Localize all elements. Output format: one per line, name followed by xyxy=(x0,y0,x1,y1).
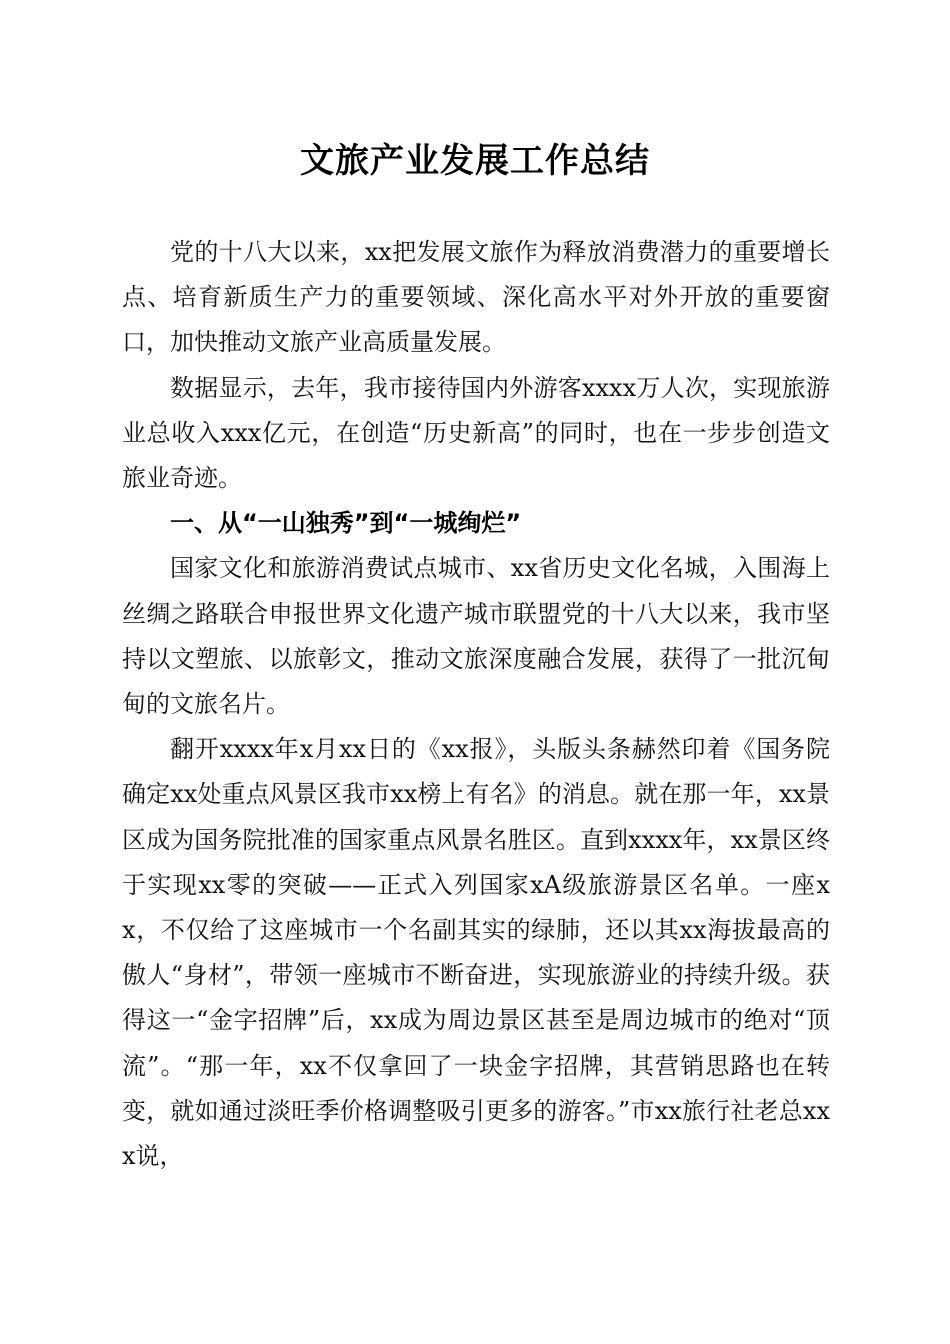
paragraph-data: 数据显示，去年，我市接待国内外游客xxxx万人次，实现旅游业总收入xxx亿元，在创造“历史新高”的同时，也在一步步创造文旅业奇迹。 xyxy=(122,373,830,493)
paragraph-intro: 党的十八大以来，xx把发展文旅作为释放消费潜力的重要增长点、培育新质生产力的重要领域、深化高水平对外开放的重要窗口，加快推动文旅产业高质量发展。 xyxy=(122,238,830,357)
section-heading: 一、从“一山独秀”到“一城绚烂” xyxy=(170,509,522,538)
document-title: 文旅产业发展工作总结 xyxy=(300,141,650,181)
paragraph-section-1: 国家文化和旅游消费试点城市、xx省历史文化名城，入围海上丝绸之路联合申报世界文化遗产城市联盟党的十八大以来，我市坚持以文塑旅、以旅彰文，推动文旅深度融合发展，获得了一批沉甸甸的文旅名片。 xyxy=(122,554,830,719)
paragraph-section-2: 翻开xxxx年x月xx日的《xx报》，头版头条赫然印着《国务院确定xx处重点风景区我市xx榜上有名》的消息。就在那一年，xx景区成为国务院批准的国家重点风景名胜区。直到xxxx年，xx景区终于实现xx零的突破——正式入列国家xA级旅游景区名单。一座xx，不仅给了这座城市一个名副其实的绿肺，还以其xx海拔最高的傲人“身材”，带领一座城市不断奋进，实现旅游业的持续升级。获得这一“金字招牌”后，xx成为周边景区甚至是周边城市的绝对“顶流”。“那一年，xx不仅拿回了一块金字招牌，其营销思路也在转变，就如通过淡旺季价格调整吸引更多的游客。”市xx旅行社老总xxx说， xyxy=(122,735,830,1171)
document-body xyxy=(122,230,830,1179)
